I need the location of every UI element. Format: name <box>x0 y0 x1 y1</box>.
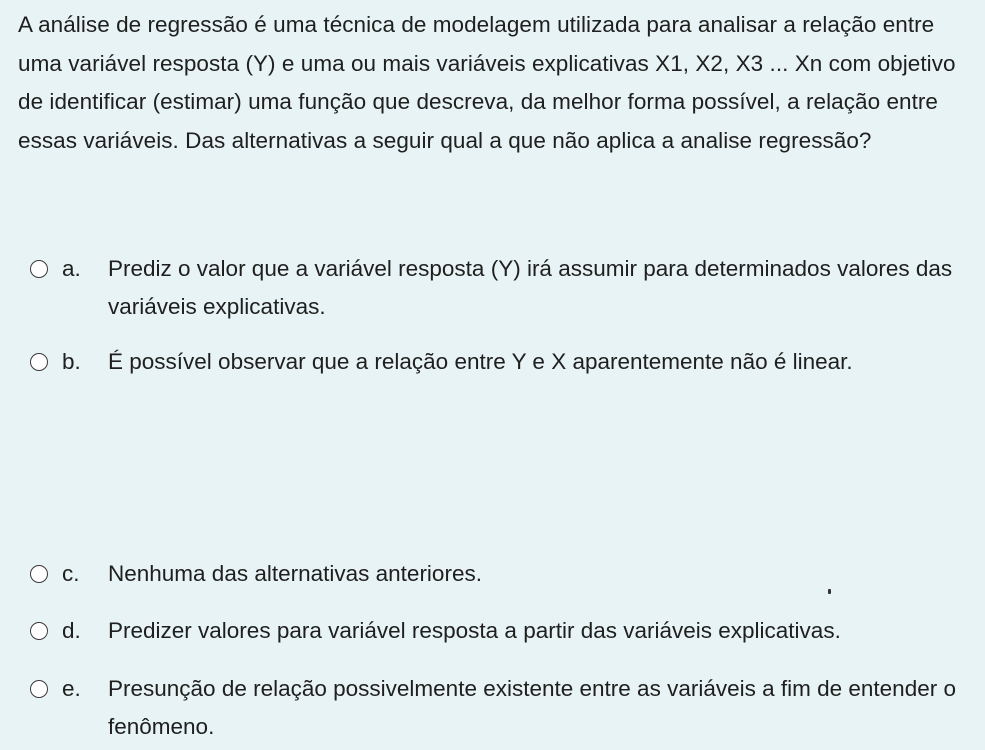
option-text: Presunção de relação possivelmente existente entre as variáveis a fim de entender o fenômeno. <box>108 676 956 739</box>
radio-button-e[interactable] <box>30 680 48 698</box>
option-text: Prediz o valor que a variável resposta (Y) irá assumir para determinados valores das variáveis explicativas. <box>108 256 953 319</box>
option-d[interactable] <box>30 614 970 650</box>
option-e[interactable] <box>30 672 970 746</box>
radio-button-c[interactable] <box>30 565 48 583</box>
option-letter: d. <box>62 618 81 643</box>
radio-button-b[interactable] <box>30 353 48 371</box>
cursor-dot <box>828 589 831 594</box>
option-letter: a. <box>62 256 81 281</box>
option-c[interactable] <box>30 557 970 593</box>
option-b[interactable] <box>30 345 970 381</box>
option-text: Nenhuma das alternativas anteriores. <box>108 561 482 586</box>
option-text: É possível observar que a relação entre Y e X aparentemente não é linear. <box>108 349 853 374</box>
question-text: A análise de regressão é uma técnica de modelagem utilizada para analisar a relação entre uma variável resposta (Y) e uma ou mais variáveis explicativas X1, X2, X3 ... Xn com objetivo de identificar (estimar) uma função que descreva, da melhor forma possível, a relação entre essas variáveis. Das alternativas a seguir qual a que não aplica a analise regressão? <box>18 12 956 153</box>
option-letter: e. <box>62 676 81 701</box>
option-letter: b. <box>62 349 81 374</box>
option-a[interactable] <box>30 252 970 326</box>
radio-button-a[interactable] <box>30 260 48 278</box>
option-text: Predizer valores para variável resposta a partir das variáveis explicativas. <box>108 618 841 643</box>
radio-button-d[interactable] <box>30 622 48 640</box>
option-letter: c. <box>62 561 80 586</box>
